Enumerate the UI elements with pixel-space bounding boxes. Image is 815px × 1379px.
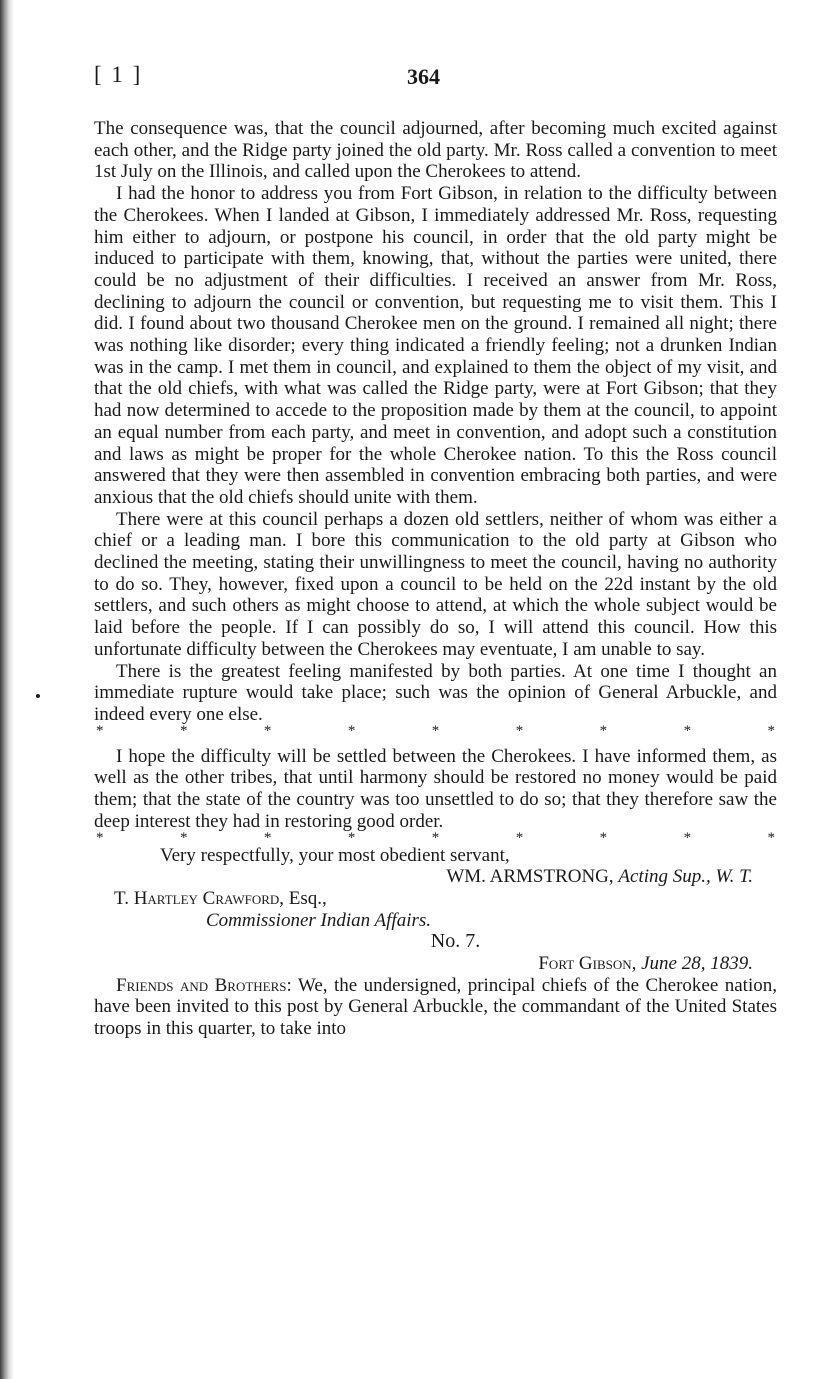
dateline xyxy=(94,953,777,975)
star: * xyxy=(683,722,692,739)
dateline-date: June 28, 1839. xyxy=(641,953,753,975)
letter-body: We, the undersigned, principal chiefs of the Cherokee nation, have been invited to this post by General Arbuckle, the commandant of the United States troops in this quarter, to take into xyxy=(94,974,777,1040)
star: * xyxy=(179,722,188,739)
star: * xyxy=(263,829,272,846)
paragraph-4: There is the greatest feeling manifested by both parties. At one time I thought an immediate rupture would take place; such was the opinion of General Arbuckle, and indeed every one else. xyxy=(94,660,777,725)
star: * xyxy=(767,722,775,739)
star: * xyxy=(179,829,188,846)
star: * xyxy=(767,829,775,846)
paragraph-3: There were at this council perhaps a dozen old settlers, neither of whom was either a chief or a leading man. I bore this communication to the old party at Gibson who declined the meeting, stating their unwillingness to meet the council, having no authority to do so. They, however, fixed upon a council to be held on the 22d instant by the old settlers, and such others as might choose to attend, at which the whole subject would be laid before the people. If I can possibly do so, I will attend this council. How this unfortunate difficulty between the Cherokees may eventuate, I am unable to say. xyxy=(94,508,777,660)
document-number: No. 7. xyxy=(430,930,481,953)
star: * xyxy=(431,722,440,739)
star: * xyxy=(431,829,440,846)
paragraph-5: I hope the difficulty will be settled between the Cherokees. I have informed them, as well as the other tribes, that until harmony should be restored no money would be paid them; that the state of the country was too unsettled to do so; that they therefore saw the deep interest they had in restoring good order. xyxy=(94,745,777,832)
closing-line: Very respectfully, your most obedient servant, xyxy=(160,844,510,866)
star: * xyxy=(683,829,692,846)
ellipsis-stars-1 xyxy=(94,724,777,738)
star: * xyxy=(599,829,608,846)
addressee-title: Commissioner Indian Affairs. xyxy=(206,909,432,931)
document-mark: [ 1 ] xyxy=(94,62,143,87)
star: * xyxy=(347,829,356,846)
star: * xyxy=(96,829,104,846)
addressee-suffix: Esq., xyxy=(288,887,327,909)
scan-speck xyxy=(36,694,40,698)
paragraph-2: I had the honor to address you from Fort Gibson, in relation to the difficulty between the Cherokees. When I landed at Gibson, I immediately addressed Mr. Ross, requesting him either to adjourn, or postpone his council, in order that the old party might be induced to participate with them, knowing, that, without the parties were united, there could be no adjustment of their difficulties. I received an answer from Mr. Ross, declining to adjourn the council or convention, but requesting me to visit them. This I did. I found about two thousand Cherokee men on the ground. I remained all night; there was nothing like disorder; every thing indicated a friendly feeling; not a drunken Indian was in the camp. I met them in council, and explained to them the object of my visit, and that the old chiefs, with what was called the Ridge party, were at Fort Gibson; that they had now determined to accede to the proposition made by them at the council, to appoint an equal number from each party, and meet in convention, and adopt such a constitution and laws as might be proper for the whole Cherokee nation. To this the Ross council answered that they were then assembled in convention embracing both parties, and were anxious that the old chiefs should unite with them. xyxy=(94,183,777,508)
signature-title: Acting Sup., W. T. xyxy=(618,866,753,888)
addressee xyxy=(94,888,777,910)
star: * xyxy=(599,722,608,739)
dateline-place: Fort Gibson, xyxy=(538,953,637,975)
paragraph-1: The consequence was, that the council adjourned, after becoming much excited against each other, and the Ridge party joined the old party. Mr. Ross called a convention to meet 1st July on the Illinois, and called upon the Cherokees to attend. xyxy=(94,118,777,183)
salutation: Friends and Brothers: xyxy=(116,974,292,996)
scan-edge xyxy=(0,0,14,1379)
addressee-name: T. Hartley Crawford, xyxy=(114,887,285,909)
signature-name: WM. ARMSTRONG, xyxy=(446,866,614,888)
ellipsis-stars-2 xyxy=(94,831,777,845)
star: * xyxy=(263,722,272,739)
star: * xyxy=(347,722,356,739)
signature xyxy=(94,866,777,888)
page-number: 364 xyxy=(407,64,440,89)
page-body xyxy=(94,118,777,1040)
letter-opening xyxy=(94,975,777,1040)
star: * xyxy=(515,722,524,739)
star: * xyxy=(515,829,524,846)
star: * xyxy=(96,722,104,739)
